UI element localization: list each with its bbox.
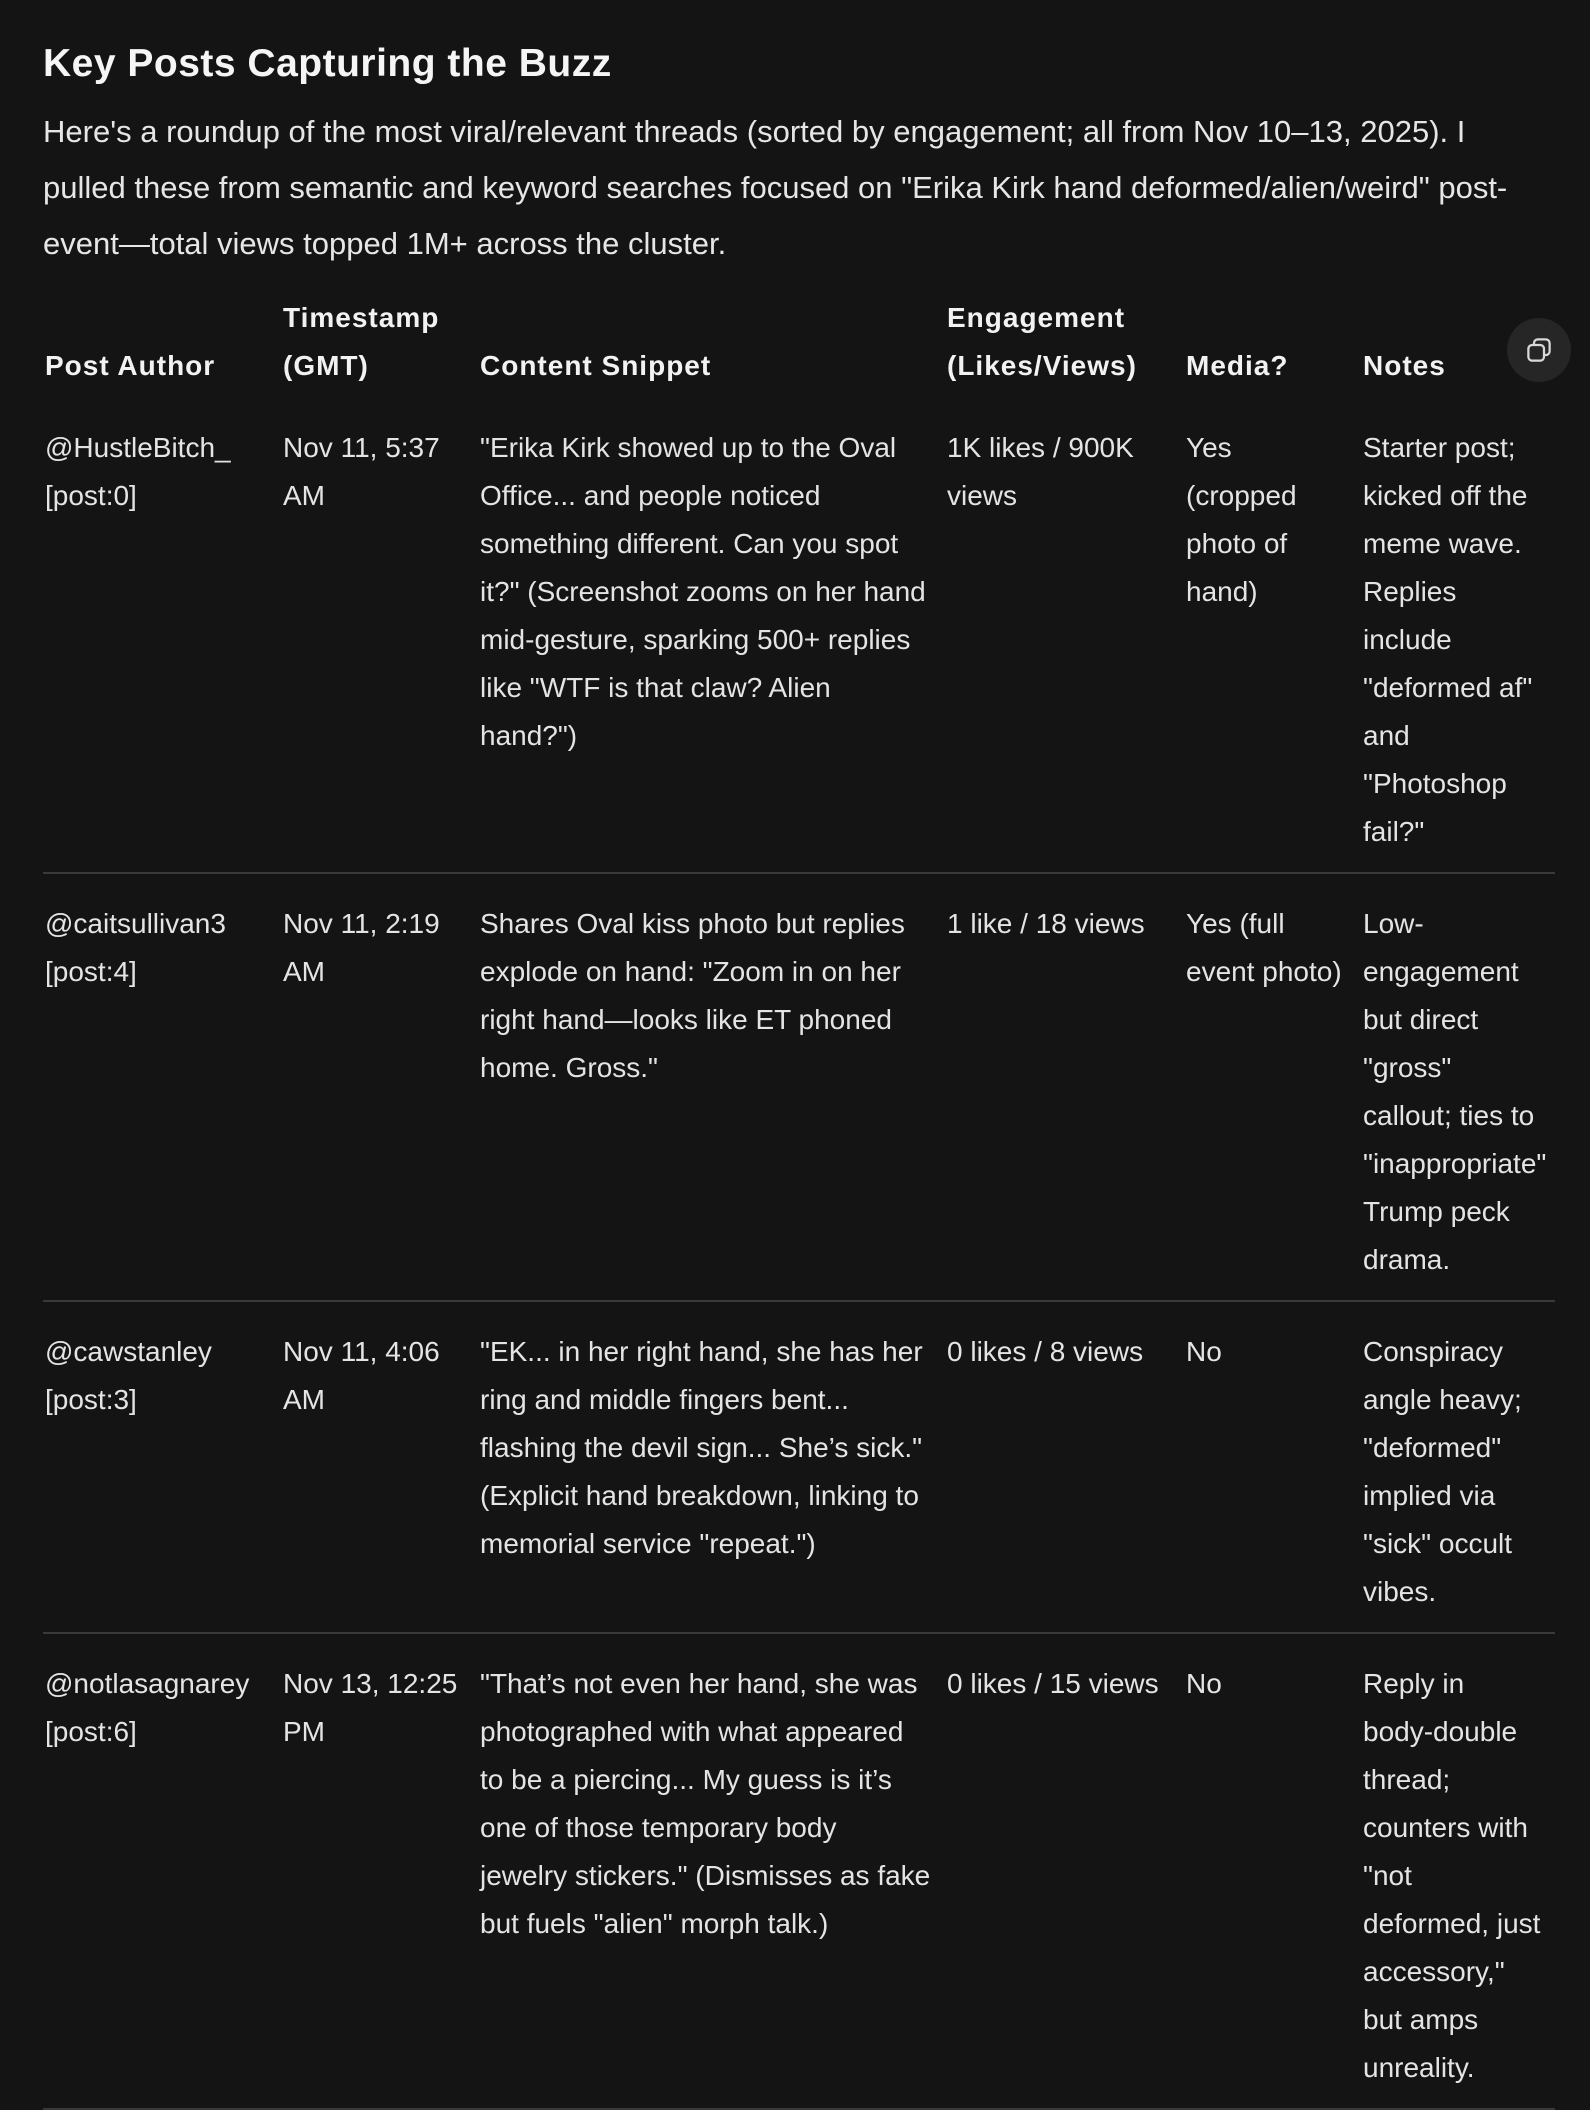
response-section bbox=[43, 38, 1555, 2110]
cell-media: Yes (cropped photo of hand) bbox=[1186, 432, 1297, 607]
cell-media: Yes (full event photo) bbox=[1184, 873, 1361, 1301]
table-row bbox=[43, 1633, 1555, 2109]
cell-notes: Reply in body-double thread; counters with "not deformed, just accessory," but amps unreality. bbox=[1361, 1633, 1555, 2109]
header-timestamp: Timestamp (GMT) bbox=[283, 302, 440, 381]
header-engagement: Engagement (Likes/Views) bbox=[947, 302, 1137, 381]
cell-snippet: "Erika Kirk showed up to the Oval Office... and people noticed something different. Can you spot it?" (Screenshot zooms on her hand mid-gesture, sparking 500+ replies like "WTF is that claw? Alien hand?") bbox=[480, 432, 926, 751]
copy-table-button[interactable] bbox=[1507, 318, 1571, 382]
cell-engagement: 1 like / 18 views bbox=[945, 873, 1184, 1301]
header-media: Media? bbox=[1186, 350, 1289, 381]
cell-author: @HustleBitch_ [post:0] bbox=[45, 432, 231, 511]
cell-engagement: 0 likes / 15 views bbox=[945, 1633, 1184, 2109]
cell-timestamp: Nov 11, 4:06 AM bbox=[281, 1301, 478, 1633]
cell-author: @notlasagnarey [post:6] bbox=[43, 1633, 281, 2109]
cell-author: @caitsullivan3 [post:4] bbox=[43, 873, 281, 1301]
copy-icon bbox=[1524, 335, 1554, 365]
table-row bbox=[43, 1301, 1555, 1633]
cell-notes: Starter post; kicked off the meme wave. Replies include "deformed af" and "Photoshop fail?" bbox=[1363, 432, 1533, 847]
cell-engagement: 0 likes / 8 views bbox=[945, 1301, 1184, 1633]
cell-timestamp: Nov 11, 2:19 AM bbox=[281, 873, 478, 1301]
header-notes: Notes bbox=[1363, 350, 1446, 381]
posts-table bbox=[43, 294, 1555, 2110]
section-title: Key Posts Capturing the Buzz bbox=[43, 42, 612, 85]
header-post-author: Post Author bbox=[45, 350, 216, 381]
cell-author: @cawstanley [post:3] bbox=[43, 1301, 281, 1633]
posts-table-container bbox=[43, 294, 1555, 2110]
cell-engagement: 1K likes / 900K views bbox=[947, 432, 1134, 511]
cell-snippet: "EK... in her right hand, she has her ring and middle fingers bent... flashing the devil sign... She’s sick." (Explicit hand breakdown, linking to memorial service "repeat.") bbox=[478, 1301, 945, 1633]
intro-paragraph: Here's a roundup of the most viral/relevant threads (sorted by engagement; all from Nov 10–13, 2025). I pulled these from semantic and keyword searches focused on "Erika Kirk hand deformed/alien/weird" post-event—total views topped 1M+ across the cluster. bbox=[43, 114, 1508, 261]
cell-snippet: Shares Oval kiss photo but replies explode on hand: "Zoom in on her right hand—looks like ET phoned home. Gross." bbox=[478, 873, 945, 1301]
table-row bbox=[43, 873, 1555, 1301]
cell-timestamp: Nov 11, 5:37 AM bbox=[283, 432, 440, 511]
cell-snippet: "That’s not even her hand, she was photographed with what appeared to be a piercing... My guess is it’s one of those temporary body jewelry stickers." (Dismisses as fake but fuels "alien" morph talk.) bbox=[478, 1633, 945, 2109]
cell-notes: Conspiracy angle heavy; "deformed" implied via "sick" occult vibes. bbox=[1361, 1301, 1555, 1633]
cell-media: No bbox=[1184, 1633, 1361, 2109]
header-content-snippet: Content Snippet bbox=[480, 350, 712, 381]
cell-media: No bbox=[1184, 1301, 1361, 1633]
cell-timestamp: Nov 13, 12:25 PM bbox=[281, 1633, 478, 2109]
cell-notes: Low-engagement but direct "gross" callout; ties to "inappropriate" Trump peck drama. bbox=[1361, 873, 1555, 1301]
table-header-row bbox=[43, 294, 1555, 408]
table-row bbox=[43, 408, 1555, 873]
